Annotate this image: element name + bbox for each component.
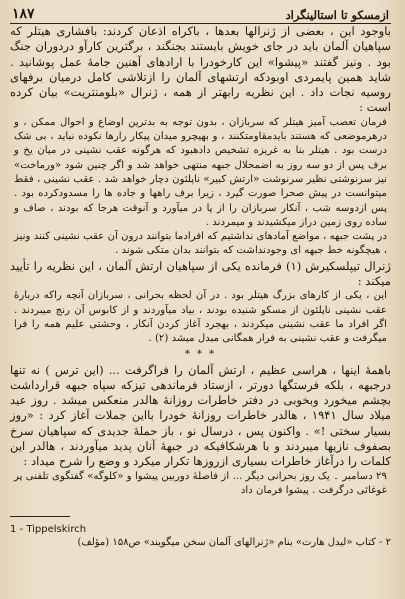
block-quote: در پشت جبهه ، مواضع آمادهای نداشتیم که افرادما بتوانند درون آن عقب نشینی کنند ونیز ، هیچگونه خط جبهه ای وجودنداشت که بتوانند بدان متکی شوند . bbox=[14, 231, 387, 257]
block-quote: ۲۹ دسامبر ۔ یک روز بحرانی دیگر ... از فاصلهٔ دوربین پیشوا و «کلوگه» گفتگوی تلفنی پر غوغائی درگرفت . پیشوا فرمان داد bbox=[14, 470, 387, 496]
block-quote: این ، یکی از کارهای بزرگ هیتلر بود . در آن لحظه بحرانی ، سربازان آنچه راکه دربارهٔ عقب نشینی ناپلئون از مسکو شنیده بودند ، بیاد میآوردند و از کابوس آن رنج میبردند . اگر افراد ما عقب نشینی میکردند ، بهجرد آغاز کردن آنکار ، وحشتی علیم همه را فرا میگرفت و عقب نشینی به فرار همگانی مبدل میشد (۲) . bbox=[14, 290, 387, 345]
paragraph: ژنرال تیپلسکیرش (۱) فرمانده یکی از سپاهیان ارتش آلمان ، این نظریه را تأیید میکند : bbox=[10, 258, 391, 289]
paragraph: باوجود این ، بعضی از ژنرالها بعدها ، باکراه اذعان کردند: بافشاری هیتلر که سپاهیان آلمان باید در جای خویش بایستند بجنگند ، برگترین کارآو دردوران جنگ بود . ونیز گفتند «پیشوا» این کارخودرا با ارادهای آهنین جامهٔ عمل پوشانید . شاید همین پایمردی اوبودکه ارتشهای آلمان را ازتلاشی کامل درمیان برفهای روسیه نجات داد . این نظریه رابهتر از همه ، ژنرال «بلومنتریت» بیان کرده است : bbox=[10, 24, 391, 115]
running-title: ازمسکو تا استالینگراد bbox=[285, 8, 389, 22]
footnote-2: ۲ - کتاب «لیدل هارت» بنام «ژنرالهای آلمان سخن میگویند» ص۱۵۸ (مؤلف) bbox=[77, 537, 391, 549]
block-quote: فرمان تعصب آمیز هیتلر که سربازان ، بدون توجه به بدترین اوضاع و احوال ممکن ، و درهرموضعی که هستند بایدمقاومتکنند ، و بهیچرو میدان پیکار رارها نکوده نباید ، بی شک درست بود . هیتلر بنا به غریزه تشخیص دادهبود که هرگونه عقب نشینی در میان یخ و برف پس از دو سه روز به اضمحلال جبهه منتهی خواهد شد و اگر چنین شود «ورماخت» نیز سرنوشتی نظیر سرنوشت «ارتش کبیر» ناپلئون دچار خواهد شد . عقب نشینی ، فقط میتوانست در پیش صحرا صورت گیرد ، زیرا برف راهها و جاده ها را مسدودکرده بود . پس ازدوسه شب ، آنکار سربازان را از پا در میآورد و آنوقت هرجا که بودند ، صاف و ساده روی زمین دراز میکشیدند و میمردند . bbox=[14, 116, 387, 228]
page-number: ۱۸۷ bbox=[12, 6, 35, 22]
section-divider: * * * bbox=[184, 348, 217, 360]
footnote-1: 1 - Tippelskirch bbox=[10, 524, 87, 536]
page-body bbox=[10, 24, 391, 498]
paragraph: باهمهٔ اینها ، هراسی عظیم ، ارتش آلمان را فراگرفت ... (این ترس ) نه تنها درجبهه ، بلکه فرستگها دورتر ، ازستاد فرماندهی تیزکه سپاه جبهه قرارداشت بچشم میخورد وبخوبی در دفتر خاطرات روزانهٔ هالدر منعکس میشد . روز عید میلاد سال ۱۹۴۱ ، هالدر خاطرات روزانهٔ خودرا بااین جملات آغاز کرد : «روز بسیار سختی !» . واکنون پس ، درسال نو ، باز حملهٔ جدیدی که سپاهیان سرخ بصفوف نازیها میبردند و با هرشکافیکه در جبههٔ آنان پدید میآوردند ، هالدر این کلمات را درآغاز خاطرات بسیاری ازروزها تکرار میکرد و وضع را شرح میداد : bbox=[10, 362, 391, 469]
footnote-rule bbox=[10, 502, 391, 521]
page-header bbox=[10, 2, 391, 24]
